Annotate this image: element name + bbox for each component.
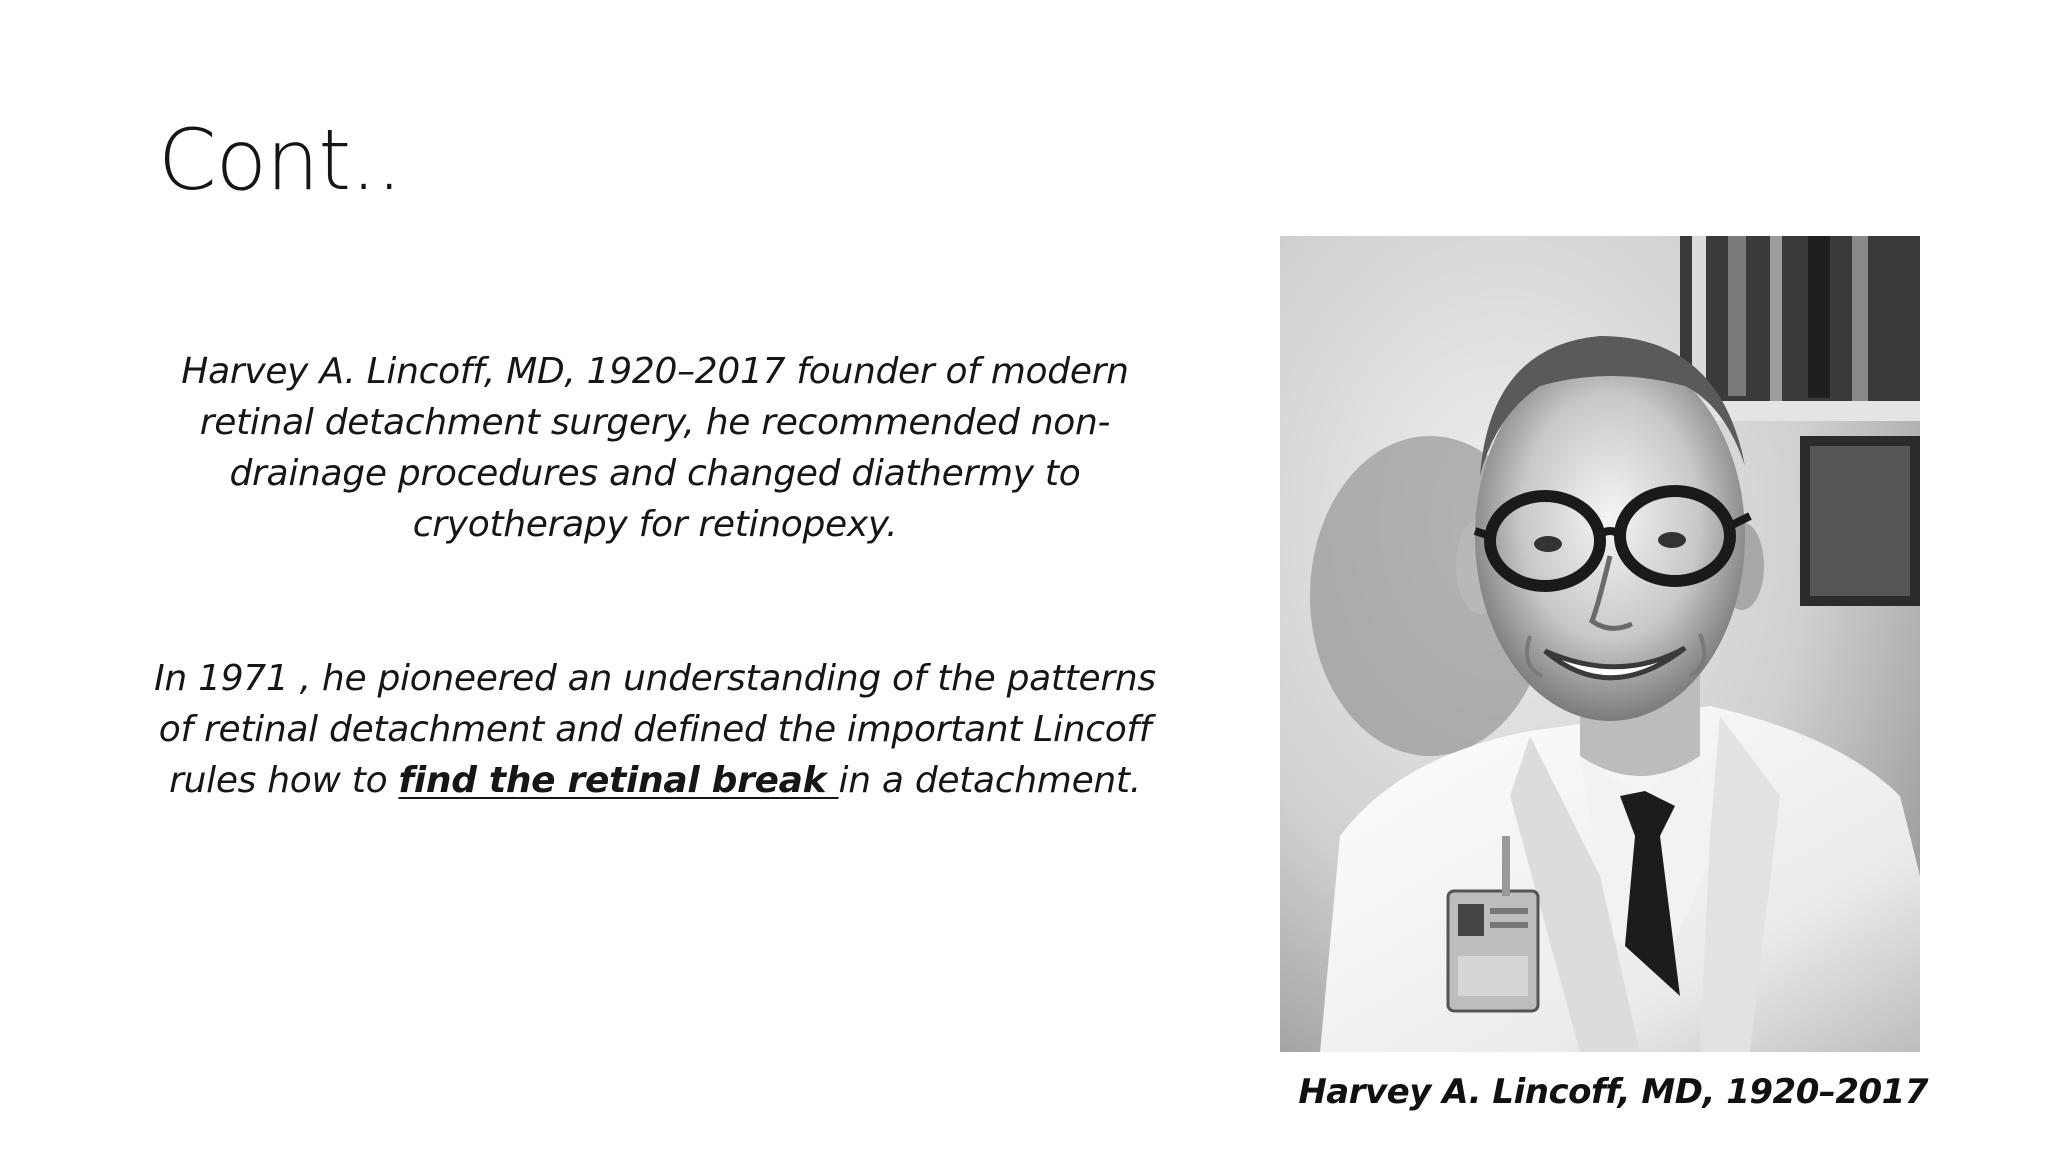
emphasized-phrase: find the retinal break <box>398 760 839 801</box>
paragraph-lincoff-rules <box>150 653 1160 806</box>
portrait-photo <box>1280 236 1920 1052</box>
paragraph-biography: Harvey A. Lincoff, MD, 1920–2017 founder of modern retinal detachment surgery, he recommended non-drainage procedures and changed diathermy to cryotherapy for retinopexy. <box>181 351 1129 545</box>
photo-caption: Harvey A. Lincoff, MD, 1920–2017 <box>1298 1072 1928 1112</box>
paragraph-lincoff-rules-lead: In 1971 , he pioneered an understanding of the patterns of retinal detachment and defined the important Lincoff rules how to <box>154 658 1156 801</box>
slide-title: Cont.. <box>158 111 402 209</box>
paragraph-lincoff-rules-tail: in a detachment. <box>838 760 1141 801</box>
